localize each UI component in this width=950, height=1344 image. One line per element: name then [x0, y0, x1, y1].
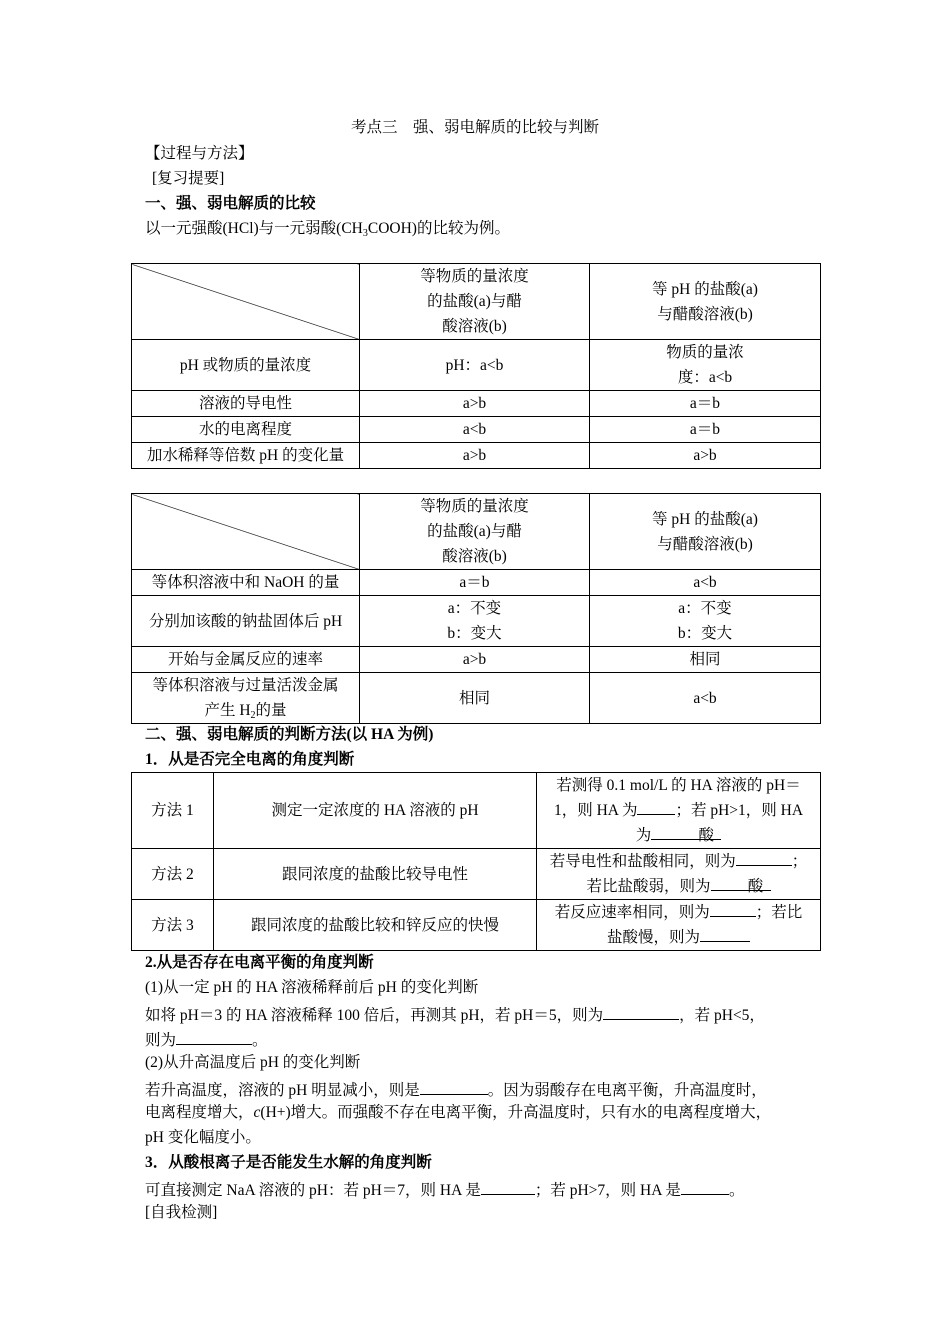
cell-value: a：不变 b：变大	[590, 596, 821, 647]
section-self-check: [自我检测]	[145, 1204, 218, 1221]
paragraph-temperature-heading: (2)从升高温度后 pH 的变化判断	[145, 1054, 361, 1071]
header-equal-ph: 等 pH 的盐酸(a) 与醋酸溶液(b)	[590, 494, 821, 570]
table-header-row	[132, 264, 821, 340]
cell-value: a＝b	[360, 570, 590, 596]
answer-blank[interactable]: 酸	[711, 874, 771, 891]
paragraph-temperature-line3: pH 变化幅度小。	[145, 1129, 261, 1146]
subheading-ionization: 1．从是否完全电离的角度判断	[145, 751, 355, 768]
answer-blank[interactable]	[481, 1178, 535, 1195]
subheading-hydrolysis: 3．从酸根离子是否能发生水解的角度判断	[145, 1154, 432, 1171]
heading-comparison: 一、强、弱电解质的比较	[145, 195, 316, 212]
header-equal-concentration: 等物质的量浓度 的盐酸(a)与醋 酸溶液(b)	[360, 494, 590, 570]
paragraph-dilution-line2: 则为 。	[145, 1028, 268, 1051]
row-label: 等体积溶液与过量活泼金属 产生 $H_2$的量	[132, 673, 360, 724]
cell-value: a>b	[360, 443, 590, 469]
row-label: 分别加该酸的钠盐固体后 pH	[132, 596, 360, 647]
table-row	[132, 391, 821, 417]
answer-blank[interactable]: 酸	[651, 823, 721, 840]
method-conclusion: 若导电性和盐酸相同，则为 ； 若比盐酸弱，则为 酸	[537, 849, 821, 900]
intro-text: 以一元强酸(HCl)与一元弱酸$(CH_3COOH)$的比较为例。	[145, 220, 510, 239]
paragraph-hydrolysis: 可直接测定 NaA 溶液的 pH：若 pH＝7，则 HA 是 ；若 pH>7，则 HA 是 。	[145, 1178, 744, 1201]
diagonal-corner-cell	[132, 494, 360, 570]
method-name: 方法 2	[132, 849, 214, 900]
method-conclusion: 若测得 0.1 mol/L 的 HA 溶液的 pH＝ 1，则 HA 为 ；若 pH>1，则 HA 为 酸	[537, 773, 821, 849]
table-row	[132, 417, 821, 443]
table-row	[132, 647, 821, 673]
method-name: 方法 1	[132, 773, 214, 849]
paragraph-dilution-heading: (1)从一定 pH 的 HA 溶液稀释前后 pH 的变化判断	[145, 979, 479, 996]
paragraph-temperature-line1: 若升高温度，溶液的 pH 明显减小，则是 。因为弱酸存在电离平衡，升高温度时，	[145, 1078, 767, 1101]
answer-blank[interactable]	[736, 849, 792, 866]
methods-table	[131, 772, 821, 951]
row-label: 加水稀释等倍数 pH 的变化量	[132, 443, 360, 469]
table-row	[132, 773, 821, 849]
cell-value: a＝b	[590, 417, 821, 443]
answer-blank[interactable]	[700, 925, 750, 942]
cell-value: a＝b	[590, 391, 821, 417]
paragraph-temperature-line2: 电离程度增大，c(H+)增大。而强酸不存在电离平衡，升高温度时，只有水的电离程度增大，	[145, 1104, 772, 1121]
section-review: [复习提要]	[152, 170, 225, 187]
row-label: 开始与金属反应的速率	[132, 647, 360, 673]
cell-value: a>b	[360, 391, 590, 417]
cell-value: a<b	[590, 673, 821, 724]
page-title: 考点三 强、弱电解质的比较与判断	[350, 119, 599, 136]
cell-value: 相同	[590, 647, 821, 673]
method-description: 跟同浓度的盐酸比较导电性	[214, 849, 537, 900]
paragraph-dilution-line1: 如将 pH＝3 的 HA 溶液稀释 100 倍后，再测其 pH，若 pH＝5，则为 ，若 pH<5，	[145, 1003, 765, 1026]
row-label: 等体积溶液中和 NaOH 的量	[132, 570, 360, 596]
method-description: 跟同浓度的盐酸比较和锌反应的快慢	[214, 900, 537, 951]
cell-value: pH：a<b	[360, 340, 590, 391]
cell-value: a>b	[360, 647, 590, 673]
answer-blank[interactable]	[637, 798, 675, 815]
table-row	[132, 570, 821, 596]
cell-value: 相同	[360, 673, 590, 724]
heading-judgment-methods: 二、强、弱电解质的判断方法(以 HA 为例)	[145, 726, 434, 743]
answer-blank[interactable]	[603, 1003, 679, 1020]
table-row	[132, 900, 821, 951]
table-row	[132, 596, 821, 647]
cell-value: a<b	[360, 417, 590, 443]
header-equal-ph: 等 pH 的盐酸(a) 与醋酸溶液(b)	[590, 264, 821, 340]
cell-value: a<b	[590, 570, 821, 596]
cell-value: a：不变 b：变大	[360, 596, 590, 647]
table-row	[132, 340, 821, 391]
method-name: 方法 3	[132, 900, 214, 951]
table-header-row	[132, 494, 821, 570]
row-label: 溶液的导电性	[132, 391, 360, 417]
diagonal-corner-cell	[132, 264, 360, 340]
table-row	[132, 443, 821, 469]
cell-value: a>b	[590, 443, 821, 469]
table-row	[132, 673, 821, 724]
subheading-equilibrium: 2.从是否存在电离平衡的角度判断	[145, 954, 374, 971]
method-description: 测定一定浓度的 HA 溶液的 pH	[214, 773, 537, 849]
answer-blank[interactable]	[176, 1028, 252, 1045]
section-process-method: 【过程与方法】	[145, 145, 254, 162]
row-label: pH 或物质的量浓度	[132, 340, 360, 391]
answer-blank[interactable]	[420, 1078, 488, 1095]
cell-value: 物质的量浓 度：a<b	[590, 340, 821, 391]
row-label: 水的电离程度	[132, 417, 360, 443]
comparison-table-1	[131, 263, 821, 469]
answer-blank[interactable]	[681, 1178, 729, 1195]
comparison-table-2	[131, 493, 821, 724]
table-row	[132, 849, 821, 900]
method-conclusion: 若反应速率相同，则为 ；若比 盐酸慢，则为	[537, 900, 821, 951]
header-equal-concentration: 等物质的量浓度 的盐酸(a)与醋 酸溶液(b)	[360, 264, 590, 340]
answer-blank[interactable]	[710, 900, 756, 917]
